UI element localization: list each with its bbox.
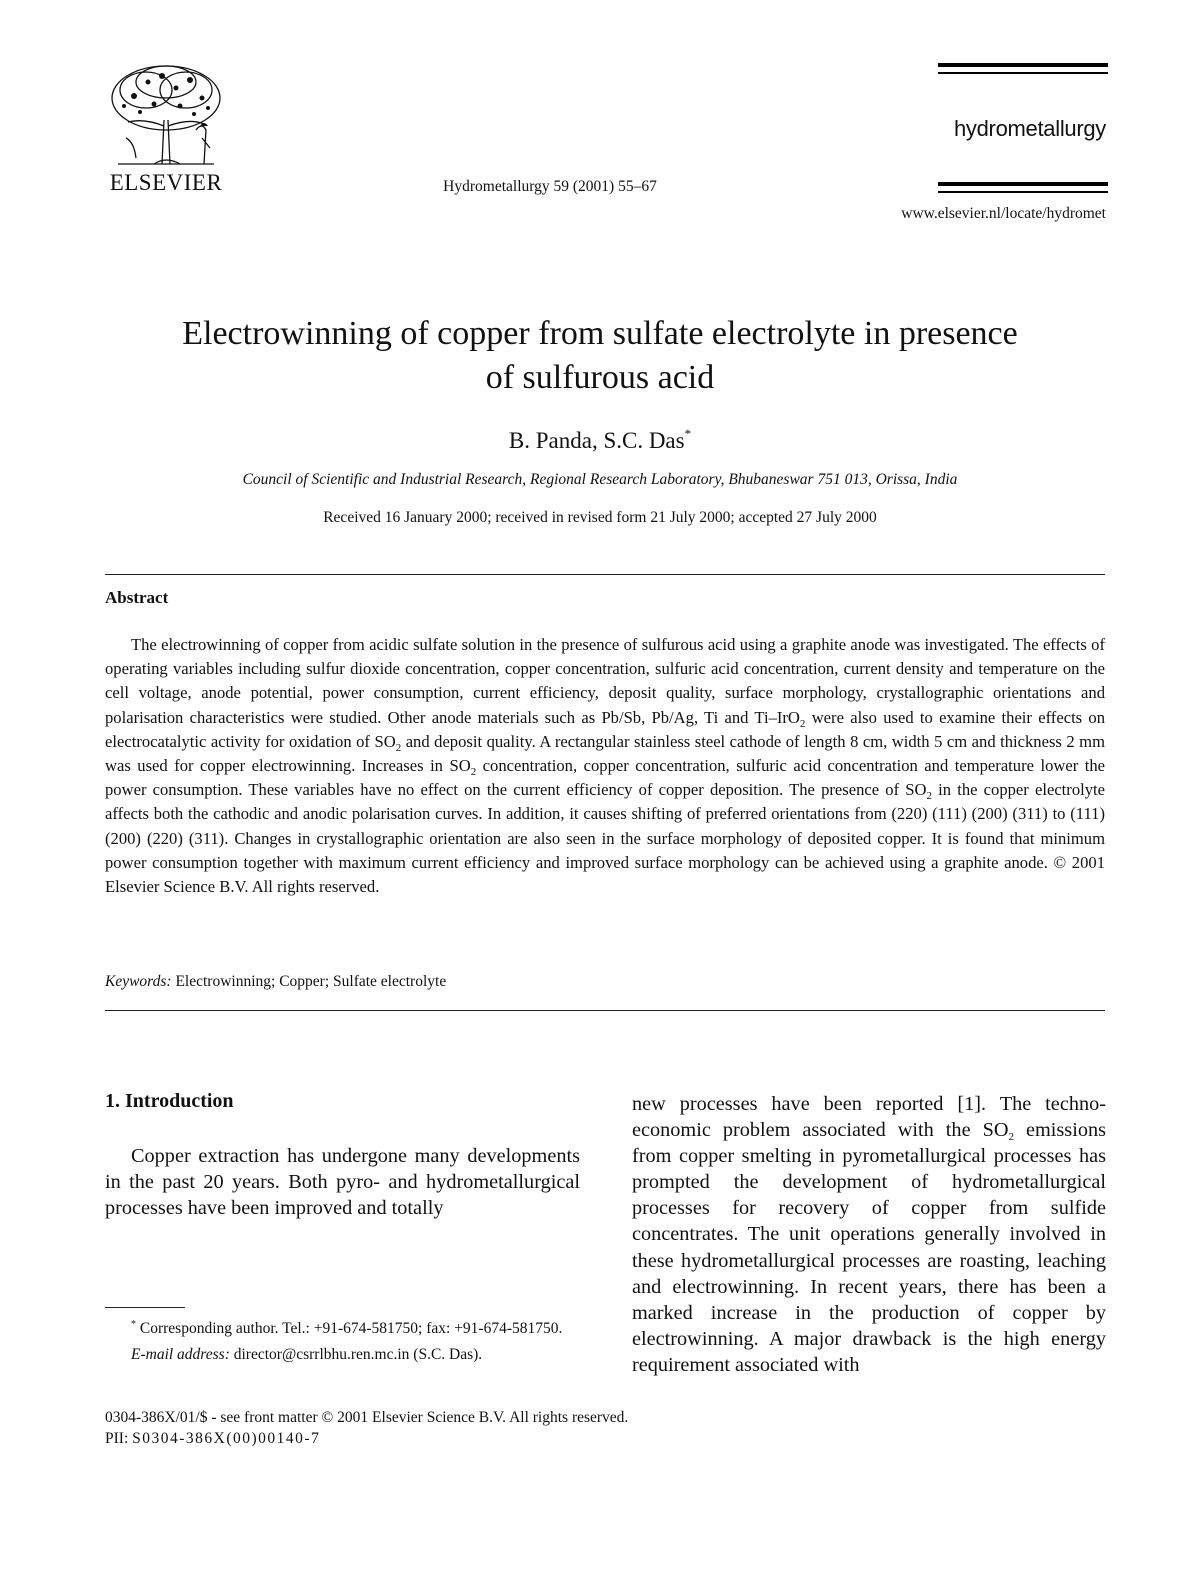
email-address[interactable]: director@csrrlbhu.ren.mc.in (S.C. Das). [233,1346,483,1363]
abstract-text [105,633,1105,899]
intro-left-column: Copper extraction has undergone many developments in the past 20 years. Both pyro- and hydrometallurgical processes have been improved and totally [105,1145,580,1220]
header-rule-bottom-thin [938,191,1108,193]
header-rule-top-thin [938,72,1108,74]
abstract-top-rule [105,574,1105,575]
journal-url[interactable]: www.elsevier.nl/locate/hydromet [901,205,1106,222]
pii-label: PII: [105,1430,129,1447]
abstract-part-5: in the copper electrolyte affects both the cathodic and anodic polarisation curves. In addition, it causes shifting of preferred orientations from (220) (111) (200) (311) to (111) (200) (220) (311). Changes in crystallographic orientation are also seen in the surface morphology of deposited copper. It is found that minimum power consumption together with maximum current efficiency and improved surface morphology can be achieved using a graphite anode. © 2001 Elsevier Science B.V. All rights reserved. [105,780,1105,897]
keywords-values: Electrowinning; Copper; Sulfate electrolyte [175,973,447,990]
subscript: 2 [395,741,402,754]
title-line-2: of sulfurous acid [485,359,715,396]
footnote-contact: Corresponding author. Tel.: +91-674-581750; fax: +91-674-581750. [139,1320,563,1337]
corresponding-author-mark[interactable]: * [684,426,692,441]
footnote-contact-line [105,1314,579,1339]
abstract-part-3: and deposit quality. A rectangular stainless steel cathode of length 8 cm, width 5 cm and thickness 2 mm was used for copper electrowinning. Increases in SO [105,731,1105,776]
received-dates: Received 16 January 2000; received in revised form 21 July 2000; accepted 27 July 2000 [323,509,877,526]
footnote-email-line [105,1344,579,1365]
footnote [105,1314,579,1365]
abstract-part-2: were also used to examine their effects on electrocatalytic activity for oxidation of SO [105,707,1105,751]
keywords-label: Keywords: [105,973,172,990]
abstract-heading: Abstract [105,588,169,607]
subscript: 2 [799,717,806,730]
keywords [105,973,446,991]
section-heading-introduction: 1. Introduction [105,1090,234,1112]
front-matter-info [105,1407,628,1449]
header-rule-top [938,63,1108,67]
title-line-1: Electrowinning of copper from sulfate electrolyte in presence [182,315,1018,352]
journal-reference: Hydrometallurgy 59 (2001) 55–67 [443,178,657,195]
intro-right-part-1: new processes have been reported [1]. The techno-economic problem associated with the SO [632,1093,1106,1142]
pii-value: S0304-386X(00)00140-7 [132,1430,321,1447]
abstract-bottom-rule [105,1010,1105,1011]
subscript: 2 [926,790,932,803]
subscript: 2 [1008,1131,1014,1144]
email-label: E-mail address: [131,1346,230,1363]
footnote-rule [105,1307,185,1308]
subscript: 2 [470,766,477,779]
footnote-mark: * [131,1319,136,1330]
abstract-part-4: concentration, copper concentration, sulfuric acid concentration and temperature lower the power consumption. These variables have no effect on the current efficiency of copper deposition. The presence of SO [105,756,1106,800]
abstract-part-1: The electrowinning of copper from acidic sulfate solution in the presence of sulfurous acid using a graphite anode was investigated. The effects of operating variables including sulfur dioxide concentration, copper concentration, sulfuric acid concentration, current density and temperature on the cell voltage, anode potential, power consumption, current efficiency, deposit quality, surface morphology, crystallographic orientations and polarisation characteristics were studied. Other anode materials such as Pb/Sb, Pb/Ag, Ti and Ti–IrO [105,635,1105,727]
intro-right-part-2: emissions from copper smelting in pyrometallurgical processes has prompted the development of hydrometallurgical processes for recovery of copper from sulfide concentrates. The unit operations generally involved in these hydrometallurgical processes are roasting, leaching and electrowinning. In recent years, there has been a marked increase in the production of copper by electrowinning. A major drawback is the high energy requirement associated with [632,1119,1106,1376]
publisher-wordmark: ELSEVIER [109,170,223,195]
intro-right-column [632,1091,1106,1378]
pii-line [105,1428,628,1449]
author-list [100,426,1100,454]
affiliation: Council of Scientific and Industrial Research, Regional Research Laboratory, Bhubaneswar 751 013, Orissa, India [242,471,958,488]
article-title [100,312,1100,400]
header-rule-bottom [938,182,1108,186]
authors-text: B. Panda, S.C. Das [508,428,685,453]
issn-line: 0304-386X/01/$ - see front matter © 2001 Elsevier Science B.V. All rights reserved. [105,1409,629,1426]
journal-name: hydrometallurgy [953,116,1106,141]
